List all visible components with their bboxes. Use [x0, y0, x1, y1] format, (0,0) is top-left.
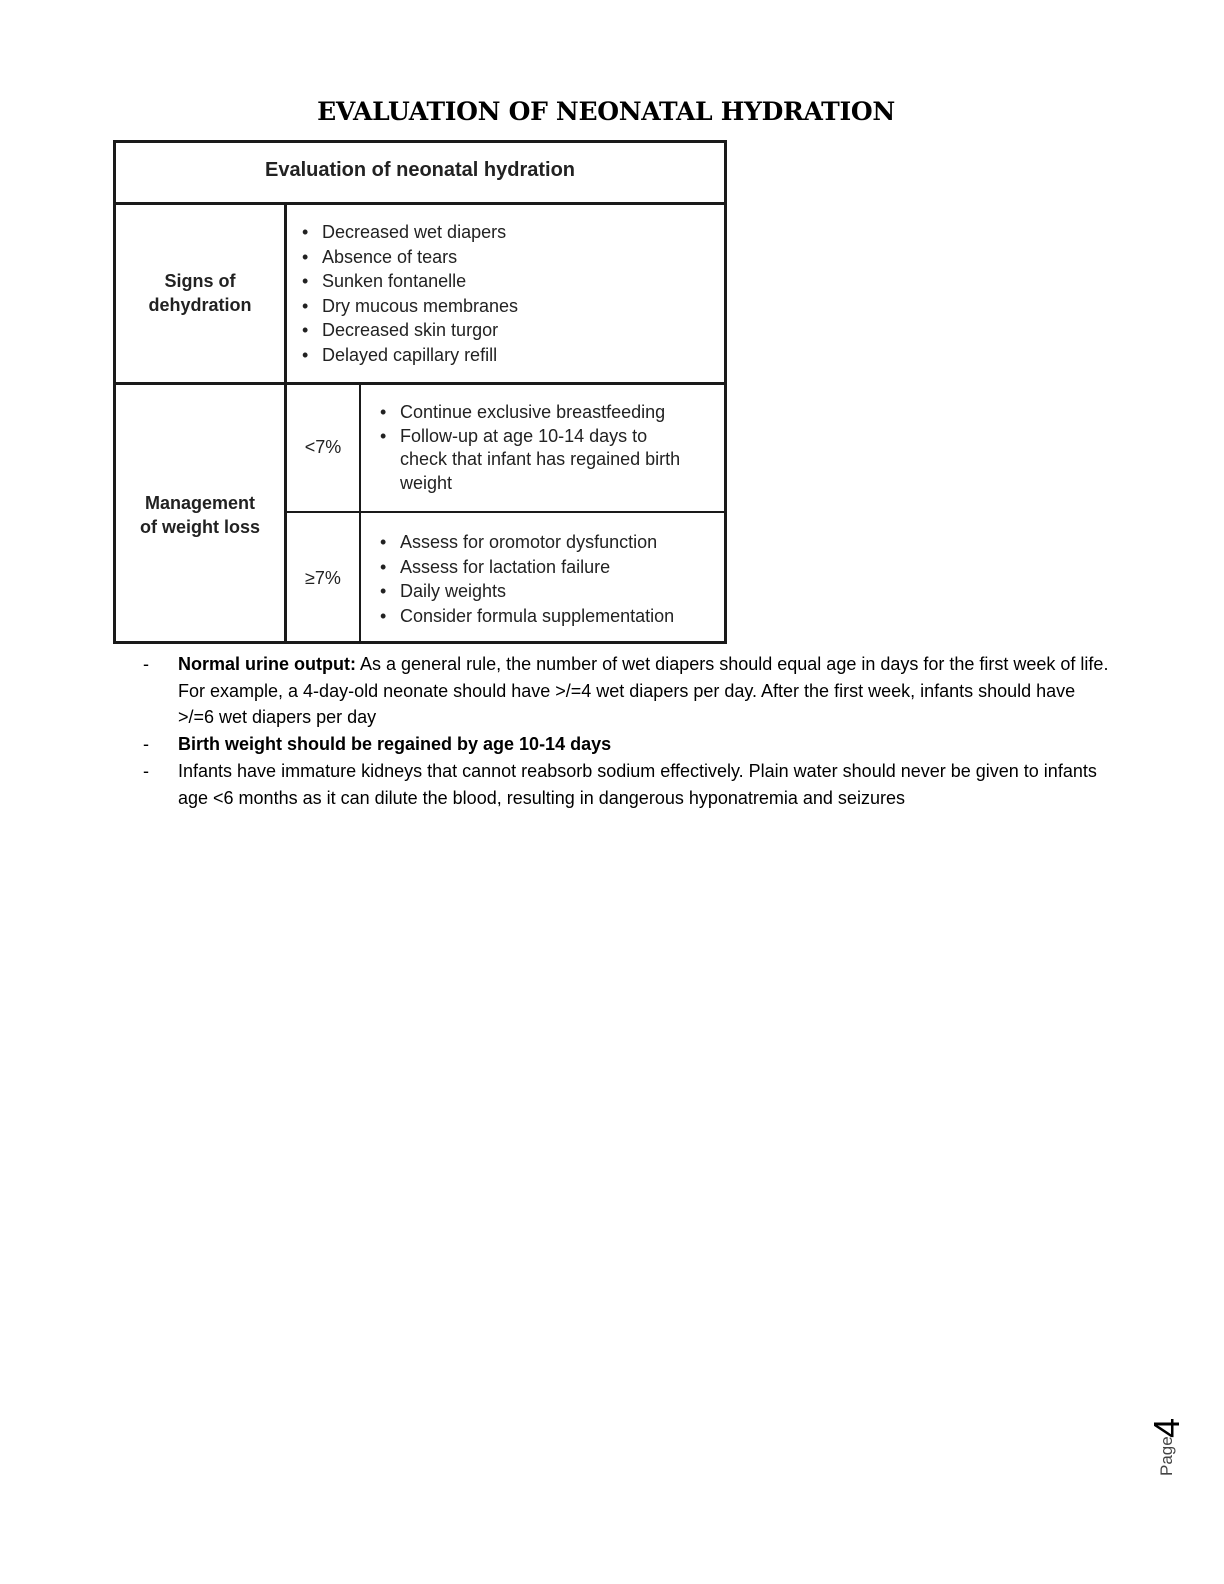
page-number [1146, 1402, 1186, 1482]
list-item: • Delayed capillary refill [300, 343, 518, 368]
note-birth-weight [143, 731, 1113, 758]
birth-weight-text: Birth weight should be regained by age 10-14 days [178, 734, 612, 755]
under-7-actions-list [378, 401, 718, 495]
list-item: • Continue exclusive breastfeeding [378, 401, 718, 425]
dehydration-label-line2: dehydration [148, 295, 252, 315]
dash-marker: - [143, 760, 149, 781]
section-divider [116, 382, 724, 385]
management-label-line2: of weight loss [139, 517, 260, 537]
management-label-line1: Management [144, 493, 256, 513]
over-7-actions-list [378, 530, 674, 628]
notes-list [143, 651, 1113, 811]
list-item: • Dry mucous membranes [300, 294, 518, 319]
list-item: • Assess for oromotor dysfunction [378, 530, 674, 555]
list-item: • Decreased skin turgor [300, 318, 518, 343]
threshold-7-or-more: ≥7% [305, 568, 341, 588]
page-title: EVALUATION OF NEONATAL HYDRATION [317, 97, 895, 126]
page-digit: 4 [1146, 1417, 1187, 1438]
urine-output-label: Normal urine output: [178, 654, 356, 674]
list-item: • Assess for lactation failure [378, 555, 674, 580]
urine-output-text: As a general rule, the number of wet diapers should equal age in days for the first week of life. For example, a 4-day-old neonate should have >/=4 wet diapers per day. After the first week, infants should have >/=6 wet diapers per day [178, 654, 1109, 728]
kidneys-text: Infants have immature kidneys that cannot reabsorb sodium effectively. Plain water should never be given to infants age <6 months as it can dilute the blood, resulting in dangerous hyponatremia and seizures [178, 760, 1097, 808]
caption-divider [116, 202, 724, 205]
list-item: • Decreased wet diapers [300, 220, 518, 245]
management-row-divider [286, 511, 724, 513]
page-word: Page [1157, 1436, 1176, 1476]
list-item: • Sunken fontanelle [300, 269, 518, 294]
note-kidneys [143, 758, 1113, 811]
note-urine-output [143, 651, 1113, 731]
hydration-table [113, 140, 727, 644]
dash-marker: - [143, 654, 149, 674]
table-caption: Evaluation of neonatal hydration [264, 159, 576, 181]
threshold-column-divider [359, 382, 361, 641]
threshold-under-7: <7% [304, 437, 342, 457]
dehydration-signs-list [300, 220, 518, 368]
management-label [116, 491, 284, 539]
list-item: • Absence of tears [300, 245, 518, 270]
dash-marker: - [143, 734, 149, 755]
dehydration-label-line1: Signs of [164, 271, 236, 291]
list-item: • Follow-up at age 10-14 days to check that infant has regained birth weight [378, 425, 698, 496]
list-item: • Consider formula supplementation [378, 604, 674, 629]
dehydration-label [116, 269, 284, 317]
list-item: • Daily weights [378, 579, 674, 604]
